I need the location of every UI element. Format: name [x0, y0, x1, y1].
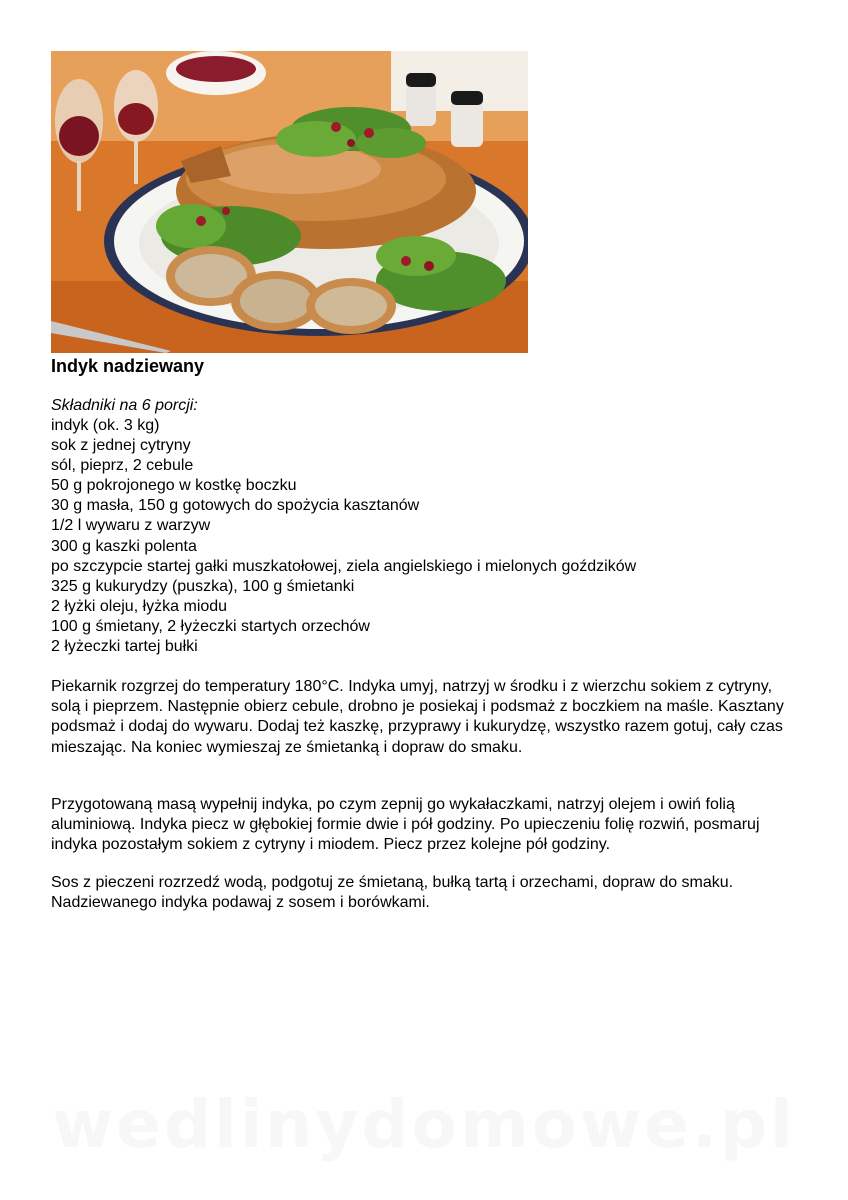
recipe-title: Indyk nadziewany	[51, 356, 205, 376]
instructions-paragraph-3: Sos z pieczeni rozrzedź wodą, podgotuj ze śmietaną, bułką tartą i orzechami, dopraw do smaku. Nadziewanego indyka podawaj z sosem i borówkami.	[51, 874, 734, 912]
ingredient-item: 2 łyżeczki tartej bułki	[51, 638, 198, 656]
ingredient-item: 325 g kukurydzy (puszka), 100 g śmietanki	[51, 577, 355, 595]
ingredient-item: 50 g pokrojonego w kostkę boczku	[51, 477, 297, 495]
site-watermark: wedlinydomowe.pl	[52, 1086, 796, 1163]
ingredient-item: sól, pieprz, 2 cebule	[51, 457, 194, 475]
ingredient-item: 30 g masła, 150 g gotowych do spożycia kasztanów	[51, 497, 420, 515]
ingredient-item: 300 g kaszki polenta	[51, 537, 197, 555]
instructions-paragraph-1: Piekarnik rozgrzej do temperatury 180°C. Indyka umyj, natrzyj w środku i z wierzchu sokiem z cytryny, solą i pieprzem. Następnie obierz cebule, drobno je posiekaj i podsmaż z boczkiem na maśle. Kasztany podsmaż i dodaj do wywaru. Dodaj też kaszkę, przyprawy i kukurydzę, wszystko razem gotuj, cały czas mieszając. Na koniec wymieszaj ze śmietanką i dopraw do smaku.	[51, 678, 784, 756]
ingredient-item: indyk (ok. 3 kg)	[51, 417, 160, 434]
ingredient-item: 2 łyżki oleju, łyżka miodu	[51, 597, 228, 615]
instructions-paragraph-2: Przygotowaną masą wypełnij indyka, po czym zepnij go wykałaczkami, natrzyj olejem i owiń folią aluminiową. Indyka piecz w głębokiej formie dwie i pół godziny. Po upieczeniu folię rozwiń, posmaruj indyka pozostałym sokiem z cytryny i miodem. Piecz przez kolejne pół godziny.	[51, 796, 760, 854]
ingredient-list	[51, 416, 636, 657]
stuffed-turkey-photo	[51, 51, 528, 353]
ingredient-item: sok z jednej cytryny	[51, 437, 191, 455]
ingredient-item: 1/2 l wywaru z warzyw	[51, 517, 211, 535]
ingredient-item: 100 g śmietany, 2 łyżeczki startych orzechów	[51, 617, 370, 635]
ingredient-item: po szczypcie startej gałki muszkatołowej, ziela angielskiego i mielonych goździków	[51, 557, 637, 575]
ingredients-heading: Składniki na 6 porcji:	[51, 397, 198, 414]
